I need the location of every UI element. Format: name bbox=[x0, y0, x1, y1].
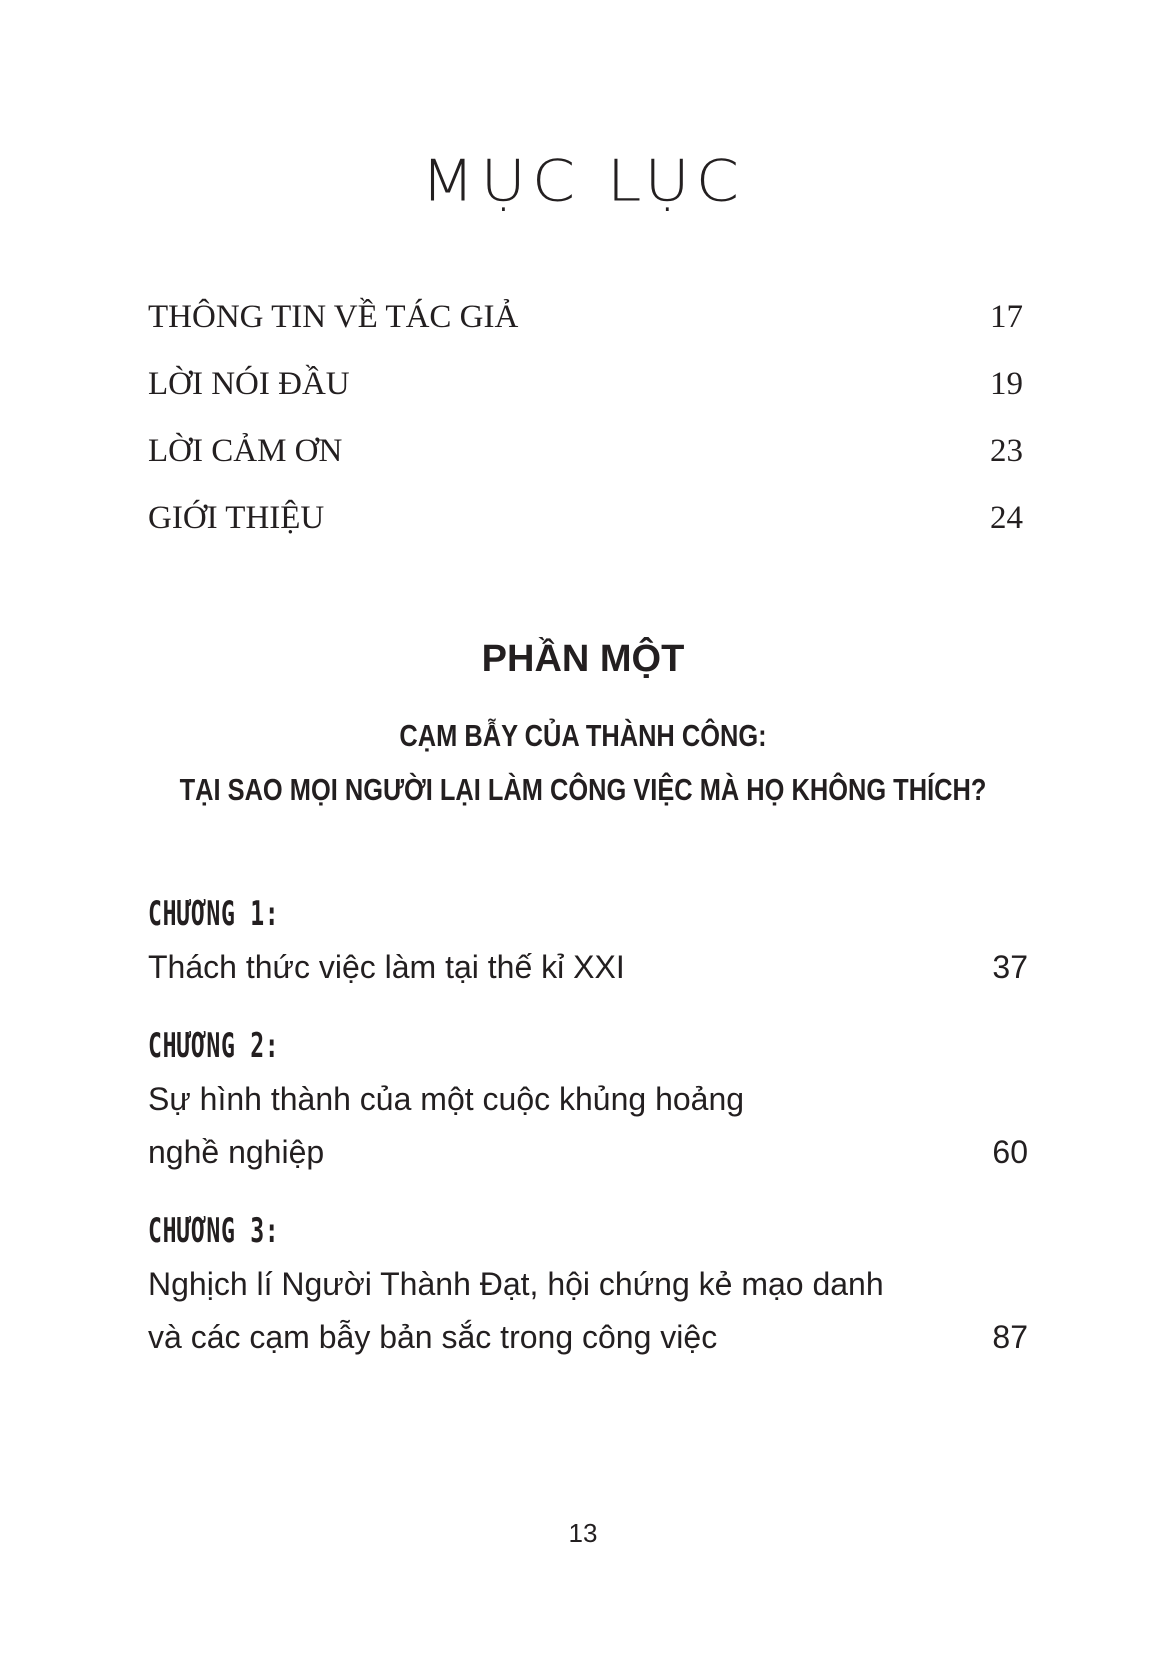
chapter-entry[interactable] bbox=[148, 945, 1028, 989]
chapter-heading: CHƯƠNG 1: bbox=[148, 894, 280, 934]
toc-entry[interactable] bbox=[148, 297, 1023, 337]
chapter-title: Sự hình thành của một cuộc khủng hoảng bbox=[148, 1081, 745, 1117]
part-subtitle: CẠM BẪY CỦA THÀNH CÔNG: bbox=[399, 718, 767, 753]
chapter-entry[interactable] bbox=[148, 1262, 1028, 1306]
chapter-entry[interactable] bbox=[148, 1077, 1028, 1121]
chapter-entry[interactable] bbox=[148, 1315, 1028, 1359]
chapter-page: 87 bbox=[992, 1319, 1028, 1355]
chapter-title: Thách thức việc làm tại thế kỉ XXI bbox=[148, 949, 625, 985]
chapter-title-cont: và các cạm bẫy bản sắc trong công việc bbox=[148, 1319, 718, 1355]
chapter-entry[interactable] bbox=[148, 1130, 1028, 1174]
part-title: PHẦN MỘT bbox=[481, 638, 685, 680]
toc-entry[interactable] bbox=[148, 364, 1023, 404]
chapter-heading: CHƯƠNG 2: bbox=[148, 1026, 280, 1066]
chapter-title: Nghịch lí Người Thành Đạt, hội chứng kẻ mạo danh bbox=[148, 1266, 884, 1302]
chapter-page: 60 bbox=[992, 1134, 1028, 1170]
chapter-title-cont: nghề nghiệp bbox=[148, 1134, 325, 1170]
toc-entry-page: 19 bbox=[990, 366, 1023, 402]
chapter-heading: CHƯƠNG 3: bbox=[148, 1211, 280, 1251]
toc-entry-page: 24 bbox=[990, 500, 1023, 536]
toc-entry-page: 17 bbox=[990, 299, 1023, 335]
part-subtitle: TẠI SAO MỌI NGƯỜI LẠI LÀM CÔNG VIỆC MÀ HỌ KHÔNG THÍCH? bbox=[179, 772, 987, 807]
toc-entry-label: LỜI NÓI ĐẦU bbox=[148, 366, 350, 402]
toc-entry[interactable] bbox=[148, 498, 1023, 538]
toc-entry-label: GIỚI THIỆU bbox=[148, 500, 325, 536]
toc-entry-page: 23 bbox=[990, 433, 1023, 469]
toc-entry-label: THÔNG TIN VỀ TÁC GIẢ bbox=[148, 299, 519, 335]
page-number: 13 bbox=[568, 1518, 598, 1548]
page-title: MỤC LỤC bbox=[421, 146, 745, 215]
chapter-page: 37 bbox=[992, 949, 1028, 985]
toc-entry-label: LỜI CẢM ƠN bbox=[148, 433, 343, 469]
toc-entry[interactable] bbox=[148, 431, 1023, 471]
